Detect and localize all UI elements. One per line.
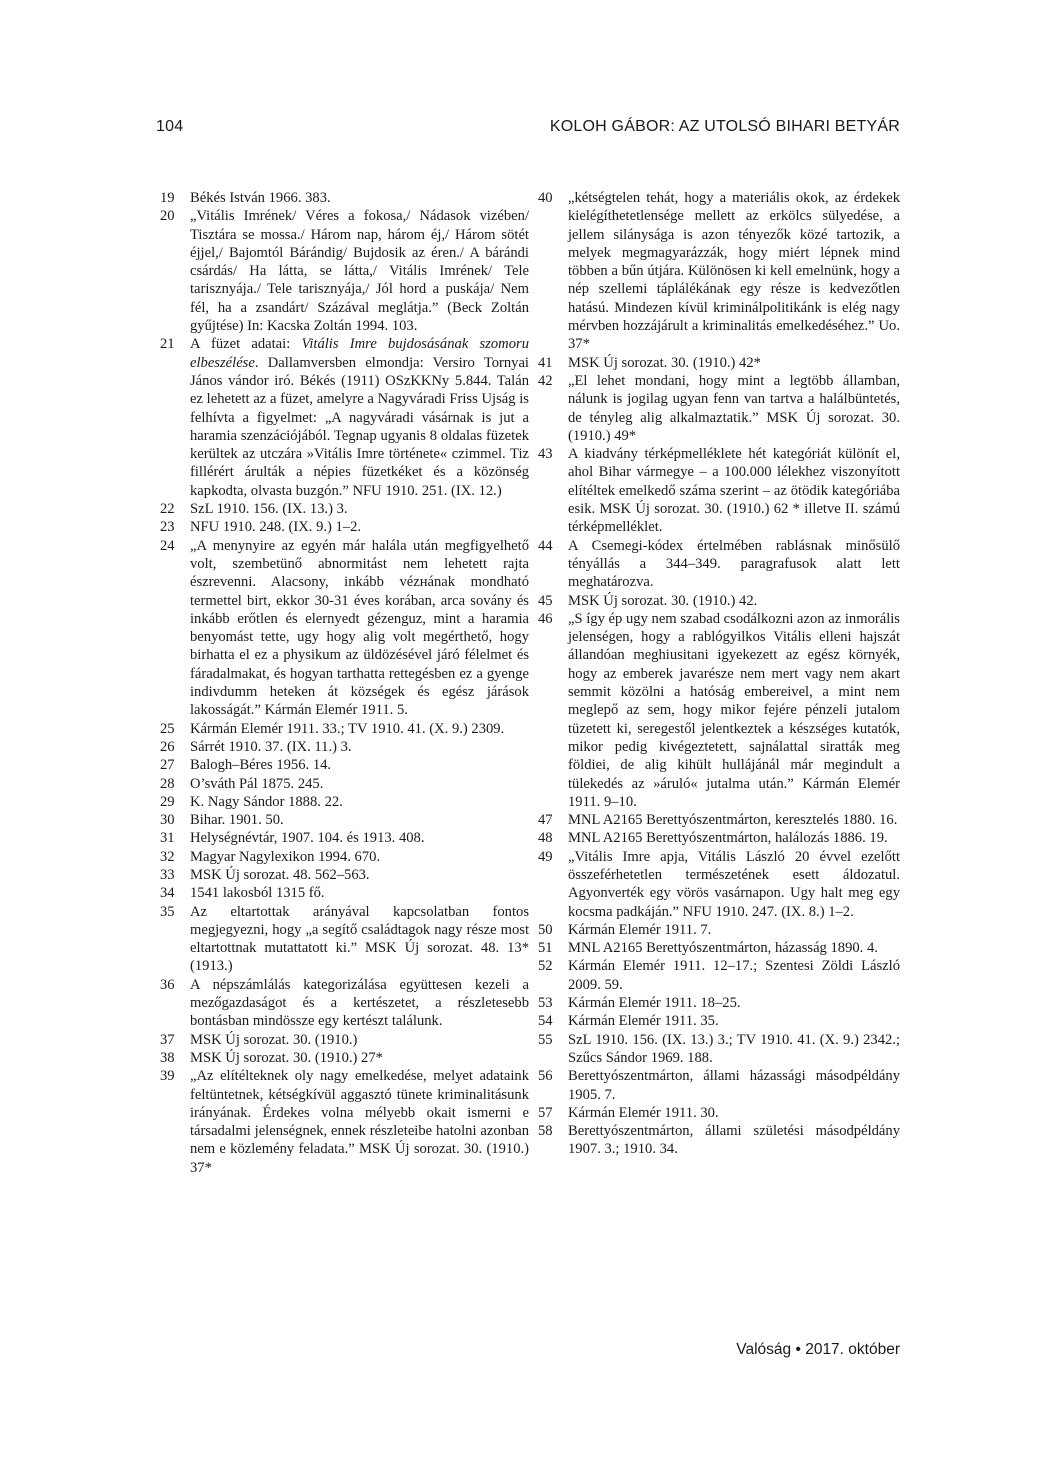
footnote-53	[538, 994, 900, 1012]
footnote-37	[160, 1031, 529, 1049]
footnote-25	[160, 720, 529, 738]
footnotes-right-column	[538, 189, 900, 1159]
page-footer: Valóság • 2017. október	[736, 1341, 900, 1358]
footnote-text: MNL A2165 Berettyószentmárton, házasság 1890. 4.	[568, 940, 878, 957]
footnote-text: „Vitális Imre apja, Vitális László 20 évvel ezelőtt összeférhetetlen természetének esett áldozatul. Agyonverték egy vörös vasárnapon. Ugy halt meg egy kocsma padkáján.” NFU 1910. 247. (IX. 8.) 1–2.	[568, 848, 900, 920]
footnote-number: 49	[538, 848, 553, 865]
footnote-21	[160, 335, 529, 500]
footnote-text: Kármán Elemér 1911. 33.; TV 1910. 41. (X. 9.) 2309.	[190, 720, 505, 737]
footnote-39	[160, 1067, 529, 1177]
footnote-number: 23	[160, 519, 175, 536]
page-header	[156, 118, 900, 142]
footnote-text: Kármán Elemér 1911. 35.	[568, 1013, 719, 1030]
footnote-number: 43	[538, 446, 553, 463]
footnote-26	[160, 738, 529, 756]
footnote-text: Az eltartottak arányával kapcsolatban fontos megjegyezni, hogy „a segítő családtagok nagy része most eltartottnak mutattatott ki.” MSK Új sorozat. 48. 13* (1913.)	[190, 903, 529, 975]
footnote-40	[538, 189, 900, 354]
footnote-number: 37	[160, 1031, 175, 1048]
footnote-36	[160, 976, 529, 1031]
footnote-23	[160, 518, 529, 536]
footnote-number: 44	[538, 537, 553, 554]
footnote-50	[538, 921, 900, 939]
footnote-42	[538, 372, 900, 445]
footnote-number: 52	[538, 958, 553, 975]
footnote-number: 47	[538, 812, 553, 829]
footnote-text: NFU 1910. 248. (IX. 9.) 1–2.	[190, 519, 362, 536]
footnote-number: 22	[160, 501, 175, 518]
footnotes-left-column	[160, 189, 529, 1177]
footnote-34	[160, 884, 529, 902]
footnote-58	[538, 1122, 900, 1159]
footnote-text: „Vitális Imrének/ Véres a fokosa,/ Nádasok vizében/ Tisztára se mossa./ Három nap, három éj,/ Három sötét éjjel,/ Bajomtól Bárándig/ Bujdosik az éren./ A bárándi csárdás/ Ha látta, se látta,/ Vitális Imrének/ Tele tarisznyája./ Tele tarisznyája,/ Jól hord a puskája/ Nem fél, ha a zsandárt/ Százával meglátja.” (Beck Zoltán gyűjtése) In: Kacska Zoltán 1994. 103.	[190, 208, 529, 335]
footnote-text: Magyar Nagylexikon 1994. 670.	[190, 848, 381, 865]
publication-title: Vitális Imre bujdosásának szomoru elbeszélése	[190, 336, 529, 371]
footnote-number: 21	[160, 336, 175, 353]
footnote-33	[160, 866, 529, 884]
footnote-number: 41	[538, 354, 553, 371]
footnote-number: 26	[160, 738, 175, 755]
footnote-text: MSK Új sorozat. 48. 562–563.	[190, 866, 370, 883]
footnote-number: 51	[538, 940, 553, 957]
footnote-32	[160, 848, 529, 866]
footnote-number: 40	[538, 190, 553, 206]
footnote-number: 53	[538, 995, 553, 1012]
footnote-35	[160, 903, 529, 976]
footnote-55	[538, 1031, 900, 1068]
footnote-text: SzL 1910. 156. (IX. 13.) 3.	[190, 501, 348, 518]
footnote-text: Bihar. 1901. 50.	[190, 812, 284, 829]
footnote-number: 28	[160, 775, 175, 792]
footnote-text: MSK Új sorozat. 30. (1910.) 27*	[190, 1049, 383, 1066]
footnote-text: A kiadvány térképmelléklete hét kategóriát különít el, ahol Bihar vármegye – a 100.000 lélekhez viszonyított elítéltek emelkedő száma szerint – az ötödik kategóriába esik. MSK Új sorozat. 30. (1910.) 62 * illetve II. számú térképmelléklet.	[568, 446, 900, 536]
footnote-number: 54	[538, 1013, 553, 1030]
footnote-text: MSK Új sorozat. 30. (1910.) 42*	[568, 354, 761, 371]
footnote-30	[160, 811, 529, 829]
footnote-text: SzL 1910. 156. (IX. 13.) 3.; TV 1910. 41. (X. 9.) 2342.; Szűcs Sándor 1969. 188.	[568, 1031, 900, 1066]
footnote-number: 55	[538, 1031, 553, 1048]
footnote-number: 39	[160, 1068, 175, 1085]
footnote-number: 36	[160, 976, 175, 993]
footnote-number: 38	[160, 1049, 175, 1066]
footnote-text: „A menynyire az egyén már halála után megfigyelhető volt, szembetünő abnormitást nem lehetett rajta észrevenni. Alacsony, inkább vézнának mondható termettel birt, ekkor 30-31 éves korában, arca sovány és inkább erőtlen és elernyedt gézenguz, mint a haramia benyomást tette, ugy hogy alig volt megérthető, hogy birhatta el ez a physikum az üldözésével járó félelmet és fáradalmakat, és hogyan tarthatta rettegésben ez a gyenge indivdumm heteken át községek és egész járások lakosságát.” Kármán Elemér 1911. 5.	[190, 537, 529, 719]
footnote-text: Sárrét 1910. 37. (IX. 11.) 3.	[190, 738, 352, 755]
page-number: 104	[156, 118, 184, 135]
footnote-text: O’sváth Pál 1875. 245.	[190, 775, 324, 792]
footnote-text: „El lehet mondani, hogy mint a legtöbb államban, nálunk is jogilag ugyan fenn van tartva a halálbüntetés, de tényleg alig alkalmaztatik.” MSK Új sorozat. 30. (1910.) 49*	[568, 372, 900, 444]
footnote-text: 1541 lakosból 1315 fő.	[190, 885, 325, 902]
running-title: KOLOH GÁBOR: AZ UTOLSÓ BIHARI BETYÁR	[549, 118, 900, 135]
footnote-52	[538, 957, 900, 994]
footnote-57	[538, 1104, 900, 1122]
footnote-number: 24	[160, 537, 175, 554]
footnote-text: Kármán Elemér 1911. 12–17.; Szentesi Zöldi László 2009. 59.	[568, 958, 900, 993]
footnote-text: Balogh–Béres 1956. 14.	[190, 757, 332, 774]
footnote-number: 46	[538, 610, 553, 627]
footnote-text: Helységnévtár, 1907. 104. és 1913. 408.	[190, 830, 425, 847]
footnote-number: 42	[538, 372, 553, 389]
footnote-48	[538, 829, 900, 847]
footnote-number: 27	[160, 757, 175, 774]
footnote-31	[160, 829, 529, 847]
footnote-49	[538, 848, 900, 921]
footnote-text: Kármán Elemér 1911. 7.	[568, 921, 712, 938]
footnote-text: Berettyószentmárton, állami születési másodpéldány 1907. 3.; 1910. 34.	[568, 1123, 900, 1158]
footnote-text: „S így ép ugy nem szabad csodálkozni azon az inmorális jelenségen, hogy a rablógyilkos Vitális elleni hajszát állandóan meghiusitani igyekezett az egész környék, hogy az emberek javarésze nem mert vagy nem akart semmit közölni a hatóság embereivel, a mint nem meglepő az sem, hogy mikor fejére pénzeli jutalom tüzetett ki, seregestől jelentkeztek a készséges kutatók, mikor pedig kivégeztetett, sajnálattal siratták meg földiei, de alig kihült hullájánál már megindult a tülekedés az »áruló« jutalma után.” Kármán Elemér 1911. 9–10.	[568, 610, 900, 810]
footnote-text: A Csemegi-kódex értelmében rablásnak minősülő tényállás a 344–349. paragrafusok alatt lett meghatározva.	[568, 537, 900, 591]
footnote-number: 34	[160, 885, 175, 902]
footnote-text: „Az elítélteknek oly nagy emelkedése, melyet adataink feltüntetnek, kétségkívül aggasztó tünete kriminalitásunk irányának. Érdekes volna mélyebb okait ismerni e társadalmi jelenségnek, ennek részleteibe hatolni azonban nem e közlemény feladata.” MSK Új sorozat. 30. (1910.) 37*	[190, 1068, 529, 1176]
footnote-prefix: A füzet adatai:	[190, 336, 302, 353]
footnote-number: 31	[160, 830, 175, 847]
footnote-number: 57	[538, 1104, 553, 1121]
footnote-number: 19	[160, 190, 175, 206]
footnote-text: Berettyószentmárton, állami házassági másodpéldány 1905. 7.	[568, 1068, 900, 1103]
footnote-38	[160, 1049, 529, 1067]
footnote-28	[160, 775, 529, 793]
footnote-44	[538, 537, 900, 592]
footnote-number: 25	[160, 720, 175, 737]
footnote-number: 58	[538, 1123, 553, 1140]
footnote-rest: . Dallamversben elmondja: Versiro Tornyai János vándor iró. Békés (1911) OSzKKNy 5.844. Talán ez lehetett az a füzet, amelyre a Nagyváradi Friss Ujság is felhívta a figyelmet: „A nagyváradi vásárnak is jut a haramia szenzációjából. Tegnap ugyanis 8 oldalas füzetek kerültek az utczára »Vitális Imre története« czimmel. Tiz fillérért árulták a népies füzetkéket és a közönség kapkodta, olvasta buzgón.” NFU 1910. 251. (IX. 12.)	[190, 354, 529, 499]
footnote-text: MSK Új sorozat. 30. (1910.)	[190, 1031, 358, 1048]
footnote-24	[160, 537, 529, 720]
footnote-text: Kármán Elemér 1911. 30.	[568, 1104, 719, 1121]
footnote-text: MNL A2165 Berettyószentmárton, keresztelés 1880. 16.	[568, 812, 898, 829]
footnote-41	[538, 354, 900, 372]
footnote-54	[538, 1012, 900, 1030]
footnote-29	[160, 793, 529, 811]
footnote-text: A népszámlálás kategorizálása együttesen kezeli a mezőgazdaságot és a kertészetet, a részletesebb bontásban mindössze egy kertészt találunk.	[190, 976, 529, 1030]
footnote-number: 29	[160, 793, 175, 810]
footnote-43	[538, 445, 900, 536]
footnote-46	[538, 610, 900, 811]
footnote-text: Kármán Elemér 1911. 18–25.	[568, 995, 741, 1012]
footnote-number: 32	[160, 848, 175, 865]
footnote-45	[538, 592, 900, 610]
footnote-51	[538, 939, 900, 957]
footnote-number: 50	[538, 921, 553, 938]
footnote-text: Békés István 1966. 383.	[190, 190, 331, 206]
footnote-text: MNL A2165 Berettyószentmárton, halálozás 1886. 19.	[568, 830, 888, 847]
footnote-text: K. Nagy Sándor 1888. 22.	[190, 793, 343, 810]
footnote-number: 33	[160, 866, 175, 883]
footnote-number: 30	[160, 812, 175, 829]
footnote-19	[160, 189, 529, 207]
footnote-text	[190, 335, 529, 500]
footnote-number: 56	[538, 1068, 553, 1085]
footnote-56	[538, 1067, 900, 1104]
footnote-number: 20	[160, 208, 175, 225]
footnote-20	[160, 207, 529, 335]
footnote-27	[160, 756, 529, 774]
footnote-47	[538, 811, 900, 829]
footnote-number: 48	[538, 830, 553, 847]
footnote-number: 45	[538, 592, 553, 609]
footnote-text: „kétségtelen tehát, hogy a materiális okok, az érdekek kielégíthetetlensége mellett az erkölcs sülyedése, a jellem silánysága is azon tényezők közé tartozik, a melyek megmagyarázzák, hogy miért lépnek mind többen a bűn útjára. Különösen ki kell emelnünk, hogy a nép szellemi táplálékának egy része is kedvezőtlen hatású. Mindezen kívül kriminálpolitikánk is elég nagy mérvben hozzájárult a kriminalitás emelkedéséhez.” Uo. 37*	[568, 190, 900, 353]
footnote-22	[160, 500, 529, 518]
footnote-number: 35	[160, 903, 175, 920]
footnote-text: MSK Új sorozat. 30. (1910.) 42.	[568, 592, 758, 609]
